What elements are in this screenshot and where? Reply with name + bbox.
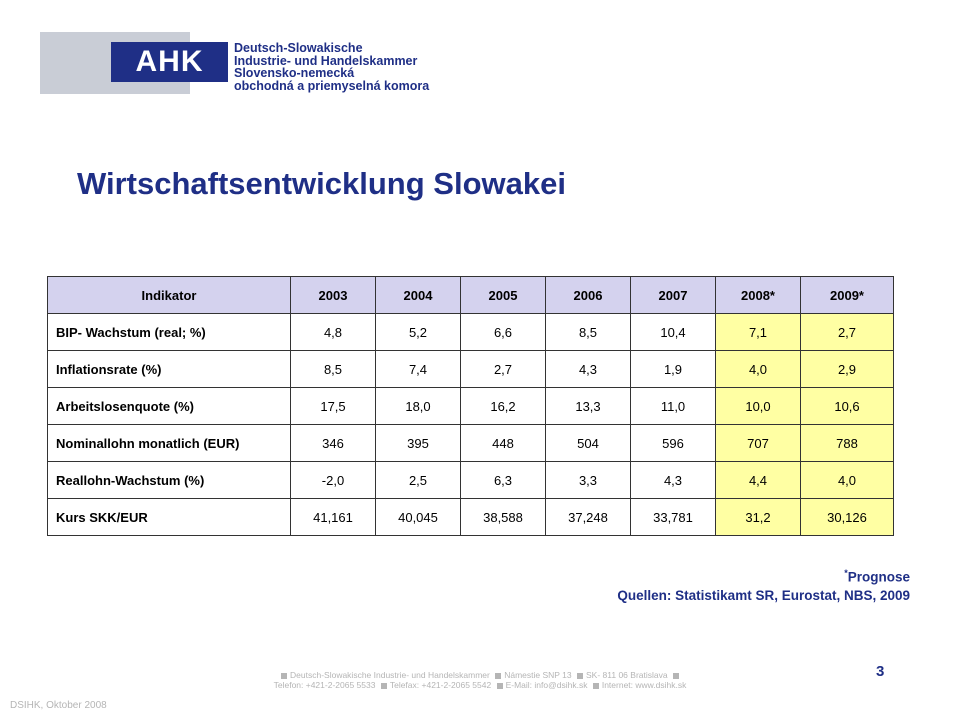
- table-header-row: [48, 277, 894, 314]
- square-bullet-icon: [495, 673, 501, 679]
- footer-text: Deutsch-Slowakische Industrie- und Handelskammer: [290, 670, 490, 680]
- value-cell: 7,4: [376, 351, 461, 388]
- footer-text: Telefax: +421-2-2065 5542: [389, 680, 492, 690]
- forecast-cell: 7,1: [716, 314, 801, 351]
- square-bullet-icon: [281, 673, 287, 679]
- value-cell: 16,2: [461, 388, 546, 425]
- logo-line: Deutsch-Slowakische: [234, 41, 363, 55]
- economic-indicators-table: [47, 276, 894, 536]
- value-cell: 4,8: [291, 314, 376, 351]
- logo-line: Industrie- und Handelskammer: [234, 53, 418, 68]
- value-cell: 8,5: [291, 351, 376, 388]
- table-row: [48, 351, 894, 388]
- indicator-cell: Nominallohn monatlich (EUR): [48, 425, 291, 462]
- indicator-cell: Inflationsrate (%): [48, 351, 291, 388]
- header-cell: 2008*: [716, 277, 801, 314]
- value-cell: 18,0: [376, 388, 461, 425]
- footer-text: Telefon: +421-2-2065 5533: [273, 680, 376, 690]
- forecast-note: [617, 564, 910, 587]
- header-cell: 2004: [376, 277, 461, 314]
- value-cell: 37,248: [546, 499, 631, 536]
- square-bullet-icon: [577, 673, 583, 679]
- value-cell: 1,9: [631, 351, 716, 388]
- indicator-cell: Reallohn-Wachstum (%): [48, 462, 291, 499]
- value-cell: 13,3: [546, 388, 631, 425]
- square-bullet-icon: [497, 683, 503, 689]
- page-number: 3: [876, 663, 885, 680]
- footer-line-contact: [240, 680, 720, 690]
- forecast-cell: 10,6: [801, 388, 894, 425]
- header-cell: 2006: [546, 277, 631, 314]
- value-cell: 33,781: [631, 499, 716, 536]
- value-cell: 17,5: [291, 388, 376, 425]
- value-cell: 504: [546, 425, 631, 462]
- square-bullet-icon: [593, 683, 599, 689]
- indicator-cell: BIP- Wachstum (real; %): [48, 314, 291, 351]
- value-cell: 38,588: [461, 499, 546, 536]
- value-cell: 448: [461, 425, 546, 462]
- sources-note: Quellen: Statistikamt SR, Eurostat, NBS, 2009: [617, 587, 910, 603]
- forecast-cell: 2,9: [801, 351, 894, 388]
- value-cell: 10,4: [631, 314, 716, 351]
- header-cell: 2003: [291, 277, 376, 314]
- forecast-cell: 31,2: [716, 499, 801, 536]
- value-cell: 11,0: [631, 388, 716, 425]
- value-cell: 3,3: [546, 462, 631, 499]
- value-cell: 41,161: [291, 499, 376, 536]
- slide-title: Wirtschaftsentwicklung Slowakei: [77, 166, 566, 201]
- forecast-cell: 10,0: [716, 388, 801, 425]
- forecast-cell: 4,4: [716, 462, 801, 499]
- value-cell: 6,6: [461, 314, 546, 351]
- footer-text: Námestie SNP 13: [504, 670, 572, 680]
- table-row: [48, 388, 894, 425]
- forecast-cell: 4,0: [801, 462, 894, 499]
- table-notes: [617, 564, 910, 605]
- value-cell: 4,3: [546, 351, 631, 388]
- logo-line: Slovensko-nemecká: [234, 66, 355, 80]
- header-cell: 2007: [631, 277, 716, 314]
- indicator-cell: Kurs SKK/EUR: [48, 499, 291, 536]
- value-cell: 40,045: [376, 499, 461, 536]
- logo-abbreviation: AHK: [111, 42, 228, 82]
- square-bullet-icon: [381, 683, 387, 689]
- date-label: DSIHK, Oktober 2008: [10, 700, 107, 711]
- footer-contact: [240, 670, 720, 690]
- value-cell: 4,3: [631, 462, 716, 499]
- value-cell: -2,0: [291, 462, 376, 499]
- value-cell: 2,5: [376, 462, 461, 499]
- table-row: [48, 499, 894, 536]
- header-cell: 2009*: [801, 277, 894, 314]
- forecast-cell: 788: [801, 425, 894, 462]
- indicator-cell: Arbeitslosenquote (%): [48, 388, 291, 425]
- forecast-asterisk: *: [844, 568, 848, 578]
- logo-line: obchodná a priemyselná komora: [234, 78, 430, 93]
- logo-text: [234, 42, 429, 92]
- value-cell: 596: [631, 425, 716, 462]
- table-row: [48, 462, 894, 499]
- value-cell: 6,3: [461, 462, 546, 499]
- footer-text: E-Mail: info@dsihk.sk: [505, 680, 588, 690]
- table-row: [48, 425, 894, 462]
- value-cell: 5,2: [376, 314, 461, 351]
- header-cell: Indikator: [48, 277, 291, 314]
- forecast-cell: 4,0: [716, 351, 801, 388]
- header-cell: 2005: [461, 277, 546, 314]
- footer-text: SK- 811 06 Bratislava: [586, 670, 668, 680]
- footer-line-address: [240, 670, 720, 680]
- value-cell: 395: [376, 425, 461, 462]
- value-cell: 346: [291, 425, 376, 462]
- value-cell: 8,5: [546, 314, 631, 351]
- forecast-cell: 2,7: [801, 314, 894, 351]
- forecast-label: Prognose: [847, 569, 910, 585]
- table-row: [48, 314, 894, 351]
- forecast-cell: 707: [716, 425, 801, 462]
- forecast-cell: 30,126: [801, 499, 894, 536]
- value-cell: 2,7: [461, 351, 546, 388]
- square-bullet-icon: [673, 673, 679, 679]
- footer-text: Internet: www.dsihk.sk: [601, 680, 687, 690]
- ahk-logo: [40, 32, 430, 94]
